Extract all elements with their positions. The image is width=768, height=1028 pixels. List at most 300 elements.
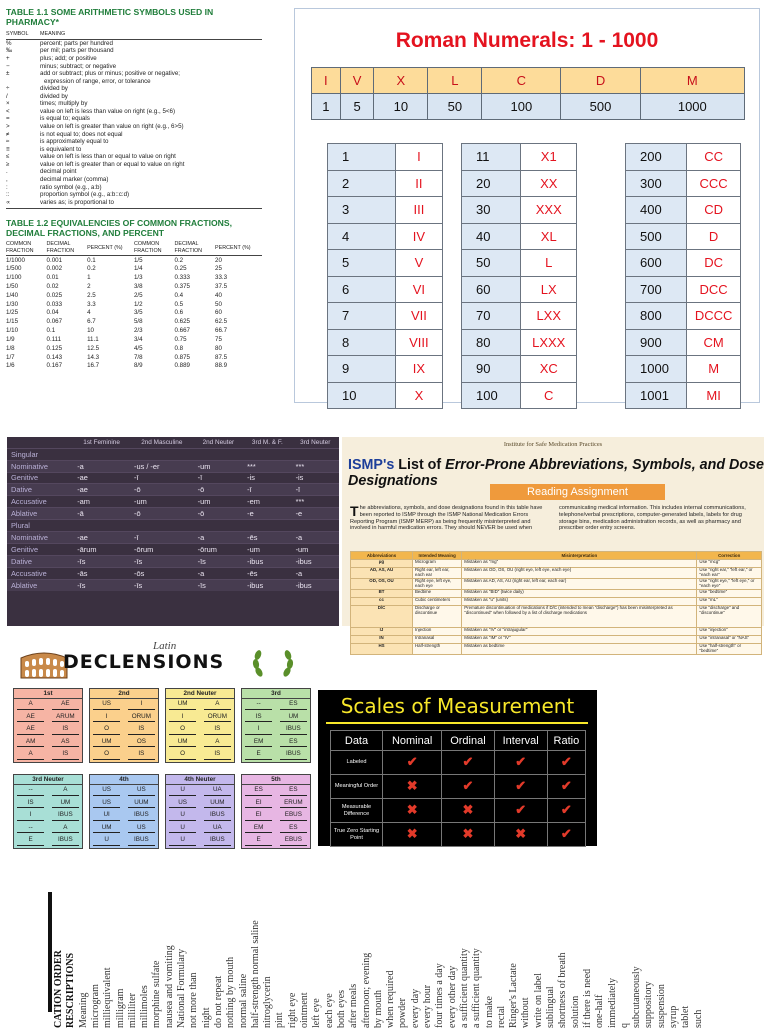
abbreviation: OD, OS, OU	[351, 578, 413, 589]
equivalency-cell: 20	[215, 256, 222, 264]
equivalency-cell: 0.1	[46, 327, 56, 335]
equivalency-cell: 10	[87, 327, 94, 335]
symbol: /	[6, 92, 8, 100]
ending-cell: -īs	[73, 579, 130, 591]
ismp-title-mid: List of	[398, 457, 442, 473]
declension-row	[14, 785, 82, 798]
symbol-row	[6, 199, 262, 207]
error-cell: Injection	[413, 627, 462, 635]
ending-cell: -ēs	[243, 567, 291, 579]
symbol: ∝	[6, 198, 11, 206]
equivalency-cell: 0.8	[174, 344, 184, 352]
roman-numeral: IX	[395, 356, 442, 383]
scan-text: q	[618, 1023, 630, 1028]
roman-numeral: DC	[687, 250, 741, 277]
roman-row	[328, 250, 443, 277]
declension-row	[242, 835, 310, 848]
equivalency-cell: 16.7	[87, 362, 100, 370]
singular-ending: AM	[17, 739, 44, 748]
divider	[6, 208, 262, 209]
scale-cell	[383, 775, 442, 799]
scale-header: Nominal	[383, 731, 442, 751]
roman-row	[328, 197, 443, 224]
plural-ending: UUM	[128, 800, 155, 809]
scale-cell	[442, 775, 494, 799]
ending-cell: -em	[243, 496, 291, 508]
ending-cell: -ibus	[243, 579, 291, 591]
scales-of-measurement	[318, 690, 597, 846]
error-prone-table	[350, 551, 762, 655]
equivalency-cell: 1/8	[6, 344, 15, 352]
abbreviation: D/C	[351, 605, 413, 627]
ending-cell: -am	[73, 496, 130, 508]
arabic-number: 300	[626, 170, 687, 197]
roman-row	[626, 223, 741, 250]
equivalency-cell: 0.04	[46, 309, 59, 317]
rotated-scanned-page	[38, 882, 728, 1028]
symbol-row	[6, 100, 262, 108]
ending-row	[7, 543, 339, 555]
singular-ending: O	[169, 751, 196, 760]
equivalency-cell: 5/8	[133, 318, 143, 326]
roman-numeral: C	[521, 382, 577, 409]
scan-text: milliequivalent	[102, 967, 114, 1028]
symbol: ÷	[6, 85, 10, 93]
declension-card-title: 4th	[90, 775, 158, 785]
roman-column-2	[461, 143, 577, 409]
declension-row	[90, 810, 158, 823]
scan-text: morphine sulfate	[151, 960, 163, 1028]
roman-value: 50	[428, 94, 482, 120]
roman-numeral: DCCC	[687, 303, 741, 330]
scan-text: four times a day	[434, 963, 446, 1028]
equivalency-cell: 0.167	[46, 362, 63, 370]
case-label: Nominative	[7, 460, 73, 472]
equivalency-cell: 6.7	[87, 318, 96, 326]
symbol-meaning: proportion symbol (e.g., a:b::c:d)	[40, 191, 130, 199]
scan-text: milliliter	[126, 993, 138, 1028]
roman-numerals-chart	[294, 8, 760, 403]
roman-row	[626, 356, 741, 383]
scale-cell	[494, 823, 547, 847]
plural-ending: IS	[128, 726, 155, 735]
declension-card-title: 2nd	[90, 689, 158, 699]
check-icon: ✔	[462, 754, 474, 770]
arabic-number: 4	[328, 223, 396, 250]
declension-card	[13, 688, 83, 763]
latin-label: Latin	[153, 640, 177, 652]
equivalency-cell: 1/1000	[6, 256, 25, 264]
symbol-meaning: percent; parts per hundred	[40, 39, 113, 47]
plural-ending: IBUS	[128, 837, 155, 846]
declension-row	[90, 823, 158, 836]
group-label: Singular	[7, 448, 339, 460]
declension-card	[241, 774, 311, 849]
ending-cell: -a	[73, 460, 130, 472]
arabic-number: 30	[462, 197, 521, 224]
plural-ending: IBUS	[204, 812, 231, 821]
error-cell: Half-strength	[413, 644, 462, 655]
declension-row	[166, 798, 234, 811]
symbol-row	[6, 93, 262, 101]
error-cell: Microgram	[413, 560, 462, 568]
symbol-meaning: is approximately equal to	[40, 138, 109, 146]
singular-ending: E	[17, 837, 44, 846]
check-icon: ✔	[406, 754, 418, 770]
singular-ending: UM	[169, 701, 196, 710]
roman-numeral: VII	[395, 303, 442, 330]
ending-cell: -ī	[292, 484, 339, 496]
scale-row	[331, 775, 586, 799]
institute-name: Institute for Safe Medication Practices	[503, 441, 603, 448]
equivalency-cell: 0.143	[46, 353, 63, 361]
declension-card-title: 2nd Neuter	[166, 689, 234, 699]
scan-text: Ringer's Lactate	[508, 963, 520, 1028]
scan-text: every other day	[446, 965, 458, 1028]
equivalency-cell: 0.889	[174, 362, 190, 370]
symbol-row	[6, 153, 262, 161]
equivalency-table	[6, 241, 262, 370]
error-cell: Use "mL"	[697, 597, 762, 605]
plural-ending: US	[128, 787, 155, 796]
scan-text: a sufficient quantity	[458, 948, 470, 1028]
singular-ending: --	[17, 825, 44, 834]
declension-row	[90, 737, 158, 750]
error-cell: Use "right ear," "left ear," or "each ear"	[697, 568, 762, 579]
singular-ending: EI	[245, 800, 272, 809]
equivalency-cell: 80	[215, 344, 222, 352]
plural-ending: IBUS	[128, 812, 155, 821]
equivalency-cell: 1/2	[133, 300, 143, 308]
arabic-number: 2	[328, 170, 396, 197]
ending-cell: -īs	[194, 579, 244, 591]
ending-cell: -īs	[130, 555, 194, 567]
scan-text: one-half	[594, 994, 606, 1028]
equivalency-row	[6, 265, 262, 274]
scale-cell	[547, 799, 585, 823]
declension-row	[242, 810, 310, 823]
scale-header: Ordinal	[442, 731, 494, 751]
equivalency-cell: 2/5	[133, 291, 143, 299]
declension-row	[14, 810, 82, 823]
arabic-number: 90	[462, 356, 521, 383]
symbol-meaning: varies as; is proportional to	[40, 198, 114, 206]
laurel-wreath-icon	[251, 646, 295, 680]
check-icon: ✔	[515, 802, 527, 818]
abbreviation: AD, AS, AU	[351, 568, 413, 579]
equivalency-cell: 1/15	[6, 318, 19, 326]
declension-row	[166, 737, 234, 750]
equivalency-cell: 2.5	[87, 291, 96, 299]
ending-cell: -a	[292, 567, 339, 579]
ending-cell: -e	[292, 508, 339, 520]
plural-ending: UA	[204, 787, 231, 796]
equivalency-cell: 88.9	[215, 362, 228, 370]
equivalency-cell: 12.5	[87, 344, 100, 352]
declension-row	[90, 835, 158, 848]
symbol-row	[6, 47, 262, 55]
arabic-number: 20	[462, 170, 521, 197]
scan-text: CATION ORDER	[53, 950, 64, 1028]
plural-ending: IS	[52, 726, 79, 735]
ismp-title-italic: Error-Prone Abbreviations, Symbols, and Dose Designations	[348, 457, 765, 489]
plural-ending: A	[204, 739, 231, 748]
declension-row	[166, 810, 234, 823]
symbol-row	[6, 108, 262, 116]
symbol: ≠	[6, 130, 10, 138]
roman-row	[626, 303, 741, 330]
roman-letter: V	[340, 68, 374, 94]
scan-text: syrup	[668, 1005, 679, 1028]
equivalency-cell: 0.5	[174, 300, 184, 308]
abbreviation: BT	[351, 589, 413, 597]
declension-row	[90, 699, 158, 712]
ending-cell: ***	[292, 496, 339, 508]
equivalency-row	[6, 353, 262, 362]
symbol: :	[6, 183, 8, 191]
roman-row	[328, 170, 443, 197]
symbol-meaning: times; multiply by	[40, 100, 88, 108]
singular-ending: U	[93, 837, 120, 846]
scan-text: by mouth	[372, 989, 384, 1028]
arabic-number: 5	[328, 250, 396, 277]
equivalency-cell: 14.3	[87, 353, 100, 361]
scale-cell	[547, 775, 585, 799]
error-cell: Mistaken as "u" (units)	[462, 597, 697, 605]
equivalency-row	[6, 274, 262, 283]
ending-cell: -a	[194, 567, 244, 579]
roman-numeral: LXXX	[521, 329, 577, 356]
declension-card-title: 4th Neuter	[166, 775, 234, 785]
error-row	[351, 578, 762, 589]
equivalency-cell: 0.2	[174, 256, 184, 264]
declension-row	[14, 798, 82, 811]
equivalency-cell: 0.01	[46, 274, 59, 282]
declension-row	[90, 749, 158, 762]
plural-ending: ES	[280, 787, 307, 796]
symbol-meaning: value on left is less than value on right (e.g., 5<6)	[40, 107, 176, 115]
error-cell: Bedtime	[413, 589, 462, 597]
equivalency-row	[6, 335, 262, 344]
symbol: ::	[6, 191, 10, 199]
symbol-row	[6, 191, 262, 199]
roman-row	[328, 144, 443, 171]
scale-cell	[383, 751, 442, 775]
singular-ending: IS	[17, 800, 44, 809]
abbreviation: µg	[351, 560, 413, 568]
roman-letter: D	[561, 68, 640, 94]
singular-ending: U	[169, 837, 196, 846]
ending-cell: -ō	[194, 484, 244, 496]
declension-card-title: 1st	[14, 689, 82, 699]
symbol-meaning: decimal point	[40, 168, 77, 176]
roman-value: 1000	[640, 94, 744, 120]
equivalency-cell: 3.3	[87, 300, 96, 308]
plural-ending: AS	[52, 739, 79, 748]
roman-numeral: VIII	[395, 329, 442, 356]
arabic-number: 40	[462, 223, 521, 250]
equivalency-cell: 0.001	[46, 256, 63, 264]
equivalency-cell: 1/10	[6, 327, 19, 335]
declension-card	[89, 774, 159, 849]
roman-row	[462, 223, 577, 250]
scan-text: if there is need	[581, 968, 593, 1028]
symbol-meaning: plus; add; or positive	[40, 54, 97, 62]
symbol-list	[6, 40, 262, 206]
binding-edge	[48, 892, 52, 1012]
roman-row	[462, 170, 577, 197]
plural-ending: ARUM	[52, 714, 79, 723]
cross-icon: ✖	[515, 826, 527, 842]
roman-row	[626, 250, 741, 277]
equivalency-cell: 0.067	[46, 318, 63, 326]
declension-row	[166, 724, 234, 737]
scale-cell	[442, 751, 494, 775]
arabic-number: 400	[626, 197, 687, 224]
declension-row	[14, 737, 82, 750]
scan-text: millimoles	[139, 985, 151, 1028]
roman-row	[328, 276, 443, 303]
arabic-number: 60	[462, 276, 521, 303]
equivalency-row	[6, 326, 262, 335]
roman-row	[328, 303, 443, 330]
plural-ending: IS	[52, 751, 79, 760]
plural-ending: IBUS	[280, 726, 307, 735]
scan-text: rectal	[495, 1005, 507, 1028]
singular-ending: EM	[245, 825, 272, 834]
declensions-title: DECLENSIONS	[63, 651, 225, 673]
symbol-row	[6, 161, 262, 169]
symbol-column-header: SYMBOL	[6, 31, 29, 38]
equivalency-cell: 1/5	[133, 256, 143, 264]
scale-row-label: Measurable Difference	[331, 799, 383, 823]
roman-value: 1	[312, 94, 341, 120]
plural-ending: ES	[280, 825, 307, 834]
case-label: Nominative	[7, 531, 73, 543]
scale-cell	[442, 799, 494, 823]
declension-row	[90, 798, 158, 811]
singular-ending: AE	[17, 714, 44, 723]
scale-cell	[383, 799, 442, 823]
error-cell: Cubic centimeters	[413, 597, 462, 605]
plural-ending: A	[52, 787, 79, 796]
declension-header	[7, 437, 73, 448]
ending-row	[7, 472, 339, 484]
equivalency-header: PERCENT (%)	[87, 241, 134, 255]
plural-ending: IBUS	[52, 812, 79, 821]
table2-title: TABLE 1.2 EQUIVALENCIES OF COMMON FRACTIONS, DECIMAL FRACTIONS, AND PERCENT	[6, 218, 232, 238]
singular-ending: US	[93, 701, 120, 710]
arabic-number: 1000	[626, 356, 687, 383]
scale-row	[331, 751, 586, 775]
roman-letter: C	[482, 68, 561, 94]
symbol: ≥	[6, 160, 10, 168]
roman-row	[328, 382, 443, 409]
case-label: Genitive	[7, 543, 73, 555]
equivalency-cell: 33.3	[215, 274, 228, 282]
symbol-row	[6, 40, 262, 48]
error-cell: Use "half-strength" or "bedtime"	[697, 644, 762, 655]
declension-row	[166, 835, 234, 848]
equivalency-cell: 0.875	[174, 353, 190, 361]
singular-ending: ES	[245, 787, 272, 796]
ending-cell: -um	[194, 460, 244, 472]
arabic-number: 100	[462, 382, 521, 409]
cross-icon: ✖	[406, 802, 418, 818]
equivalency-row	[6, 255, 262, 264]
roman-row	[462, 197, 577, 224]
ending-cell: -a	[194, 531, 244, 543]
scale-header: Ratio	[547, 731, 585, 751]
roman-row	[328, 356, 443, 383]
scan-text: without	[520, 997, 532, 1028]
plural-ending: IS	[204, 751, 231, 760]
singular-ending: E	[245, 751, 272, 760]
declension-row	[166, 712, 234, 725]
plural-ending: US	[128, 825, 155, 834]
equivalency-cell: 0.111	[46, 335, 62, 343]
ending-cell: -e	[243, 508, 291, 520]
scan-text: when required	[385, 970, 397, 1028]
symbol-row	[6, 123, 262, 131]
roman-numeral: IV	[395, 223, 442, 250]
roman-row	[626, 329, 741, 356]
equivalency-row	[6, 318, 262, 327]
error-table-header: Misinterpretation	[462, 552, 697, 560]
arabic-number: 80	[462, 329, 521, 356]
plural-ending: ERUM	[280, 800, 307, 809]
declension-row	[14, 724, 82, 737]
ending-cell: -ibus	[243, 555, 291, 567]
symbol: ×	[6, 100, 10, 108]
roman-numeral: LX	[521, 276, 577, 303]
declension-row	[242, 749, 310, 762]
symbol-meaning: is equal to; equals	[40, 115, 90, 123]
arabic-number: 700	[626, 276, 687, 303]
roman-numeral: II	[395, 170, 442, 197]
symbol-meaning: decimal marker (comma)	[40, 175, 109, 183]
ending-cell: -īs	[73, 555, 130, 567]
check-icon: ✔	[462, 778, 474, 794]
roman-numeral: XXX	[521, 197, 577, 224]
symbol-meaning: divided by	[40, 85, 68, 93]
declension-row	[14, 823, 82, 836]
ending-cell: -īs	[194, 555, 244, 567]
equivalency-cell: 1/50	[6, 283, 19, 290]
roman-numeral: III	[395, 197, 442, 224]
case-label: Dative	[7, 555, 73, 567]
equivalency-cell: 0.4	[174, 291, 184, 299]
plural-ending: A	[52, 825, 79, 834]
scan-text: every hour	[422, 984, 433, 1028]
plural-ending: EBUS	[280, 837, 307, 846]
declension-header: 1st Feminine	[83, 439, 120, 446]
ismp-abbreviations	[342, 437, 765, 654]
symbol-row	[6, 131, 262, 139]
equivalency-cell: 1/40	[6, 291, 19, 299]
error-cell: Mistaken as "IM" or "IV"	[462, 636, 697, 644]
equivalency-cell: 0.6	[174, 309, 184, 317]
declension-header: 2nd Masculine	[141, 439, 183, 446]
ending-cell: -ā	[73, 508, 130, 520]
scale-row-label: Labeled	[331, 751, 383, 775]
roman-numeral: M	[687, 356, 741, 383]
scan-text: a sufficient quantity	[471, 948, 483, 1028]
singular-ending: I	[93, 714, 120, 723]
symbol-row	[6, 168, 262, 176]
scale-cell	[547, 823, 585, 847]
arabic-number: 1001	[626, 382, 687, 409]
